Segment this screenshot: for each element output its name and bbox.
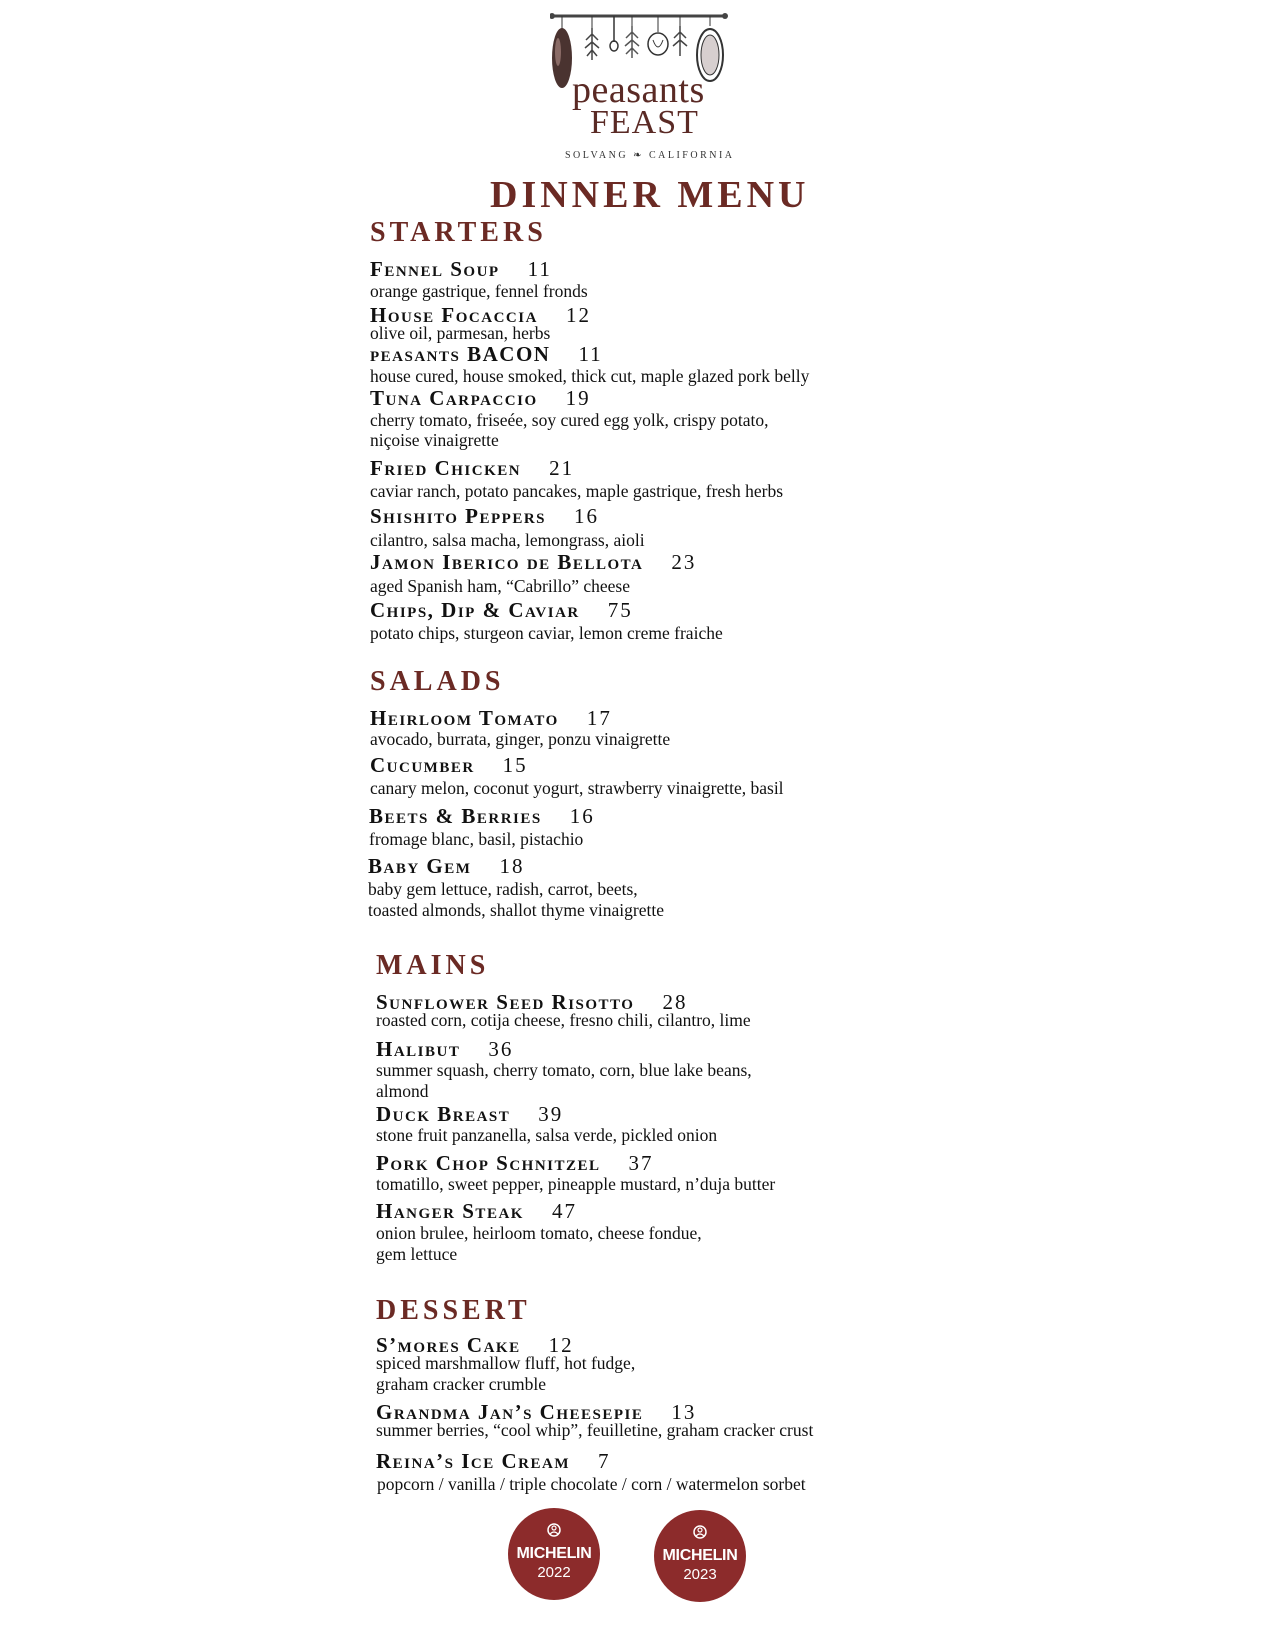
menu-item-price: 75 xyxy=(607,598,633,622)
menu-item-price: 47 xyxy=(551,1199,577,1223)
michelin-bib-icon xyxy=(692,1524,708,1540)
section-title-salads: SALADS xyxy=(370,666,505,697)
menu-item-name: Beets & Berries 16 xyxy=(369,804,595,828)
menu-item-price: 16 xyxy=(569,804,595,828)
menu-item-name: Reina’s Ice Cream 7 xyxy=(376,1449,611,1473)
menu-item-price: 23 xyxy=(671,550,697,574)
menu-item-description: onion brulee, heirloom tomato, cheese fondue, xyxy=(376,1223,702,1243)
menu-item-description-continued: almond xyxy=(376,1081,429,1101)
menu-item-description: potato chips, sturgeon caviar, lemon creme fraiche xyxy=(370,623,723,643)
menu-item-description: cherry tomato, friseée, soy cured egg yolk, crispy potato, xyxy=(370,410,769,430)
menu-item-name: Heirloom Tomato 17 xyxy=(370,706,612,730)
menu-item-description: avocado, burrata, ginger, ponzu vinaigrette xyxy=(370,729,671,749)
menu-item-description: roasted corn, cotija cheese, fresno chili, cilantro, lime xyxy=(376,1010,751,1030)
menu-item-price: 12 xyxy=(548,1333,574,1357)
page-title: DINNER MENU xyxy=(490,174,810,216)
menu-item-name: Fried Chicken 21 xyxy=(370,456,575,480)
menu-item-price: 19 xyxy=(565,386,591,410)
menu-item-description: canary melon, coconut yogurt, strawberry vinaigrette, basil xyxy=(370,778,784,798)
menu-item-price: 21 xyxy=(549,456,575,480)
badge-year: 2023 xyxy=(683,1566,717,1583)
menu-item-name: Pork Chop Schnitzel 37 xyxy=(376,1151,654,1175)
menu-item-price: 11 xyxy=(527,257,552,281)
menu-item-name: Shishito Peppers 16 xyxy=(370,504,600,528)
menu-item-name: Baby Gem 18 xyxy=(368,854,525,878)
menu-item-price: 16 xyxy=(574,504,600,528)
menu-item-description: caviar ranch, potato pancakes, maple gastrique, fresh herbs xyxy=(370,481,784,501)
menu-item-price: 15 xyxy=(502,753,528,777)
menu-item-name: House Focaccia 12 xyxy=(370,303,591,327)
menu-item-price: 37 xyxy=(628,1151,654,1175)
menu-item-description: orange gastrique, fennel fronds xyxy=(370,281,588,301)
section-title-mains: MAINS xyxy=(376,950,490,981)
menu-item-price: 39 xyxy=(538,1102,564,1126)
menu-item-description: olive oil, parmesan, herbs xyxy=(370,323,551,343)
logo-location: SOLVANG ❧ CALIFORNIA xyxy=(565,150,735,161)
menu-item-description: cilantro, salsa macha, lemongrass, aioli xyxy=(370,530,645,550)
menu-item-name: Fennel Soup 11 xyxy=(370,257,552,281)
menu-item-price: 13 xyxy=(671,1400,697,1424)
menu-item-name: Sunflower Seed Risotto 28 xyxy=(376,990,688,1014)
menu-item-description: popcorn / vanilla / triple chocolate / corn / watermelon sorbet xyxy=(377,1474,806,1494)
menu-item-description: fromage blanc, basil, pistachio xyxy=(369,829,584,849)
menu-item-description-continued: toasted almonds, shallot thyme vinaigrette xyxy=(368,900,664,920)
menu-item-name: Duck Breast 39 xyxy=(376,1102,564,1126)
menu-item-description: summer squash, cherry tomato, corn, blue lake beans, xyxy=(376,1060,752,1080)
menu-item-description: spiced marshmallow fluff, hot fudge, xyxy=(376,1353,636,1373)
menu-item-price: 36 xyxy=(488,1037,514,1061)
menu-item-name: Grandma Jan’s Cheesepie 13 xyxy=(376,1400,697,1424)
menu-item-name: S’mores Cake 12 xyxy=(376,1333,574,1357)
menu-item-name: Hanger Steak 47 xyxy=(376,1199,577,1223)
menu-item-description: summer berries, “cool whip”, feuilletine, graham cracker crust xyxy=(376,1420,814,1440)
section-title-starters: STARTERS xyxy=(370,217,547,248)
michelin-bib-icon xyxy=(546,1522,562,1538)
menu-item-name: Chips, Dip & Caviar 75 xyxy=(370,598,633,622)
menu-item-description-continued: graham cracker crumble xyxy=(376,1374,547,1394)
menu-item-price: 12 xyxy=(565,303,591,327)
badge-label: MICHELIN xyxy=(662,1547,738,1564)
menu-item-description: aged Spanish ham, “Cabrillo” cheese xyxy=(370,576,630,596)
michelin-badge-2023 xyxy=(654,1510,746,1602)
menu-item-description: baby gem lettuce, radish, carrot, beets, xyxy=(368,879,638,899)
badge-year: 2022 xyxy=(537,1564,571,1581)
menu-item-name: Halibut 36 xyxy=(376,1037,514,1061)
menu-item-name: Cucumber 15 xyxy=(370,753,528,777)
menu-item-price: 28 xyxy=(662,990,688,1014)
menu-item-price: 17 xyxy=(586,706,612,730)
logo-wordmark-top: peasants xyxy=(572,69,705,111)
menu-item-description: house cured, house smoked, thick cut, maple glazed pork belly xyxy=(370,366,810,386)
menu-item-price: 18 xyxy=(499,854,525,878)
menu-item-price: 11 xyxy=(578,342,603,366)
menu-item-name: Tuna Carpaccio 19 xyxy=(370,386,591,410)
menu-item-description: stone fruit panzanella, salsa verde, pickled onion xyxy=(376,1125,718,1145)
menu-item-description-continued: niçoise vinaigrette xyxy=(370,430,499,450)
michelin-badge-2022 xyxy=(508,1508,600,1600)
menu-item-name: Jamon Iberico de Bellota 23 xyxy=(370,550,697,574)
badge-label: MICHELIN xyxy=(516,1545,592,1562)
section-title-dessert: DESSERT xyxy=(376,1295,531,1326)
menu-item-price: 7 xyxy=(598,1449,611,1473)
menu-item-description-continued: gem lettuce xyxy=(376,1244,458,1264)
logo-wordmark-bottom: FEAST xyxy=(590,104,699,141)
menu-item-name: peasants BACON 11 xyxy=(370,342,603,366)
menu-item-description: tomatillo, sweet pepper, pineapple mustard, n’duja butter xyxy=(376,1174,776,1194)
